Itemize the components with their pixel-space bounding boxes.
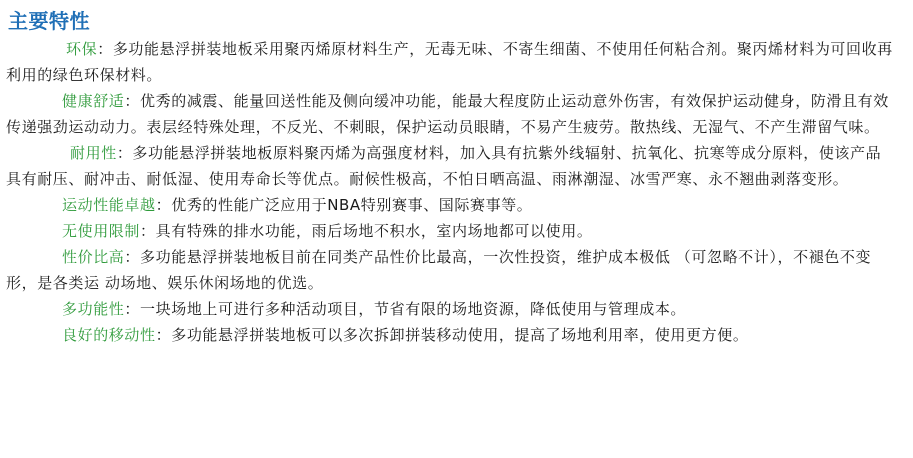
feature-no-restriction bbox=[6, 218, 895, 244]
feature-separator: ： bbox=[140, 222, 156, 240]
feature-description: 多功能悬浮拼装地板采用聚丙烯原材料生产，无毒无味、不寄生细菌、不使用任何粘合剂。聚丙烯材料为可回收再利用的绿色环保材料。 bbox=[6, 40, 893, 84]
feature-separator: ： bbox=[155, 196, 172, 214]
feature-term: 性价比高 bbox=[62, 248, 125, 266]
feature-multifunction bbox=[6, 296, 895, 322]
feature-separator: ： bbox=[155, 326, 172, 344]
feature-separator: ： bbox=[116, 144, 133, 162]
feature-term: 良好的移动性 bbox=[62, 326, 156, 344]
feature-separator: ： bbox=[97, 40, 113, 58]
feature-environmental bbox=[6, 36, 895, 88]
feature-term: 运动性能卓越 bbox=[62, 196, 156, 214]
section-heading: 主要特性 bbox=[8, 9, 90, 33]
feature-description: 优秀的性能广泛应用于NBA特别赛事、国际赛事等。 bbox=[171, 196, 533, 214]
feature-term: 健康舒适 bbox=[62, 92, 125, 110]
feature-mobility bbox=[6, 322, 895, 348]
feature-term: 环保 bbox=[66, 40, 98, 58]
feature-cost-effective bbox=[6, 244, 895, 296]
feature-term: 多功能性 bbox=[62, 300, 125, 318]
feature-separator: ： bbox=[124, 248, 141, 266]
feature-separator: ： bbox=[124, 92, 141, 110]
feature-description: 多功能悬浮拼装地板原料聚丙烯为高强度材料，加入具有抗紫外线辐射、抗氧化、抗寒等成分原料，使该产品具有耐压、耐冲击、耐低湿、使用寿命长等优点。耐候性极高，不怕日晒高温、雨淋潮湿、冰雪严寒、永不翘曲剥落变形。 bbox=[6, 144, 882, 188]
feature-health-comfort bbox=[6, 88, 895, 140]
feature-sports-performance bbox=[6, 192, 895, 218]
feature-term: 耐用性 bbox=[70, 144, 117, 162]
feature-description: 一块场地上可进行多种活动项目，节省有限的场地资源，降低使用与管理成本。 bbox=[140, 300, 687, 318]
feature-term: 无使用限制 bbox=[62, 222, 141, 240]
feature-description: 具有特殊的排水功能，雨后场地不积水，室内场地都可以使用。 bbox=[155, 222, 593, 240]
feature-description: 多功能悬浮拼装地板可以多次拆卸拼装移动使用，提高了场地利用率，使用更方便。 bbox=[171, 326, 749, 344]
feature-description: 优秀的减震、能量回送性能及侧向缓冲功能，能最大程度防止运动意外伤害，有效保护运动健身，防滑且有效传递强劲运动动力。表层经特殊处理，不反光、不刺眼，保护运动员眼睛，不易产生疲劳。散热线、无湿气、不产生滞留气味。 bbox=[6, 92, 889, 136]
feature-separator: ： bbox=[124, 300, 141, 318]
feature-durability bbox=[6, 140, 895, 192]
feature-description: 多功能悬浮拼装地板目前在同类产品性价比最高，一次性投资，维护成本极低 （可忽略不计），不褪色不变形，是各类运 动场地、娱乐休闲场地的优选。 bbox=[6, 248, 872, 292]
